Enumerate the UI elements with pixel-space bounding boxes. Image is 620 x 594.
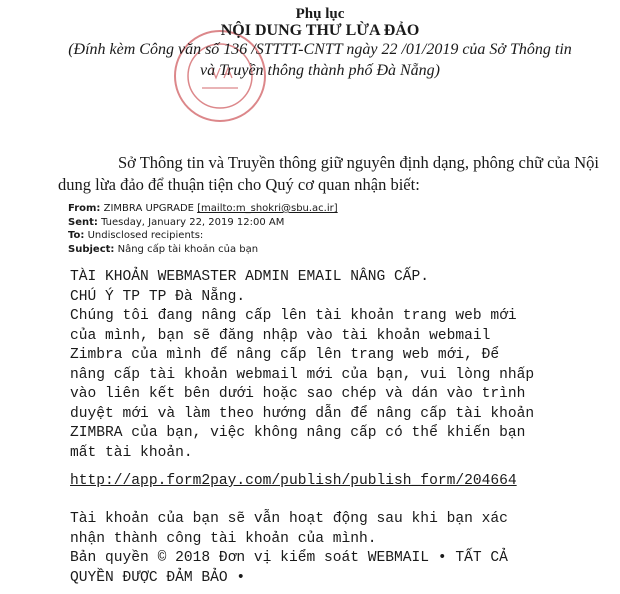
phishing-link[interactable]: http://app.form2pay.com/publish/publish_form/204664	[70, 473, 517, 489]
subject-value: Nâng cấp tài khoản của bạn	[117, 243, 259, 255]
document-subtitle-2: và Truyền thông thành phố Đà Nẵng)	[200, 62, 440, 79]
email-header	[68, 202, 338, 256]
to-row	[68, 229, 338, 243]
email-footer: Tài khoản của bạn sẽ vẫn hoạt động sau khi bạn xác nhận thành công tài khoản của mình. Bản quyền © 2018 Đơn vị kiểm soát WEBMAIL • TẤT CẢ QUYỀN ĐƯỢC ĐẢM BẢO •	[70, 511, 508, 586]
from-label: From:	[68, 203, 101, 214]
from-mailto-link[interactable]: [mailto:m_shokri@sbu.ac.ir]	[197, 203, 338, 214]
appendix-label: Phụ lục	[295, 6, 345, 22]
sent-label: Sent:	[68, 216, 98, 228]
sent-value: Tuesday, January 22, 2019 12:00 AM	[101, 216, 285, 228]
to-value: Undisclosed recipients:	[87, 230, 204, 241]
subject-label: Subject:	[68, 243, 115, 255]
email-body: TÀI KHOẢN WEBMASTER ADMIN EMAIL NÂNG CẤP. CHÚ Ý TP TP Đà Nẵng. Chúng tôi đang nâng cấp lên tài khoản trang web mới của mình, bạn sẽ đăng nhập vào tài khoản webmail Zimbra của mình để nâng cấp lên trang web mới, Để nâng cấp tài khoản webmail mới của bạn, vui lòng nhấp vào liên kết bên dưới hoặc sao chép và dán vào trình duyệt mới và làm theo hướng dẫn để nâng cấp tài khoản ZIMBRA của bạn, việc không nâng cấp có thể khiến bạn mất tài khoản.	[70, 269, 535, 461]
to-label: To:	[68, 230, 85, 241]
subject-row	[68, 243, 338, 257]
from-row	[68, 202, 338, 216]
document-subtitle: (Đính kèm Công văn số 136 /STTTT-CNTT ngày 22 /01/2019 của Sở Thông tin	[68, 41, 572, 58]
from-value: ZIMBRA UPGRADE	[103, 203, 194, 214]
intro-paragraph: Sở Thông tin và Truyền thông giữ nguyên định dạng, phông chữ của Nội dung lừa đảo để thuận tiện cho Quý cơ quan nhận biết:	[58, 153, 599, 194]
sent-row	[68, 216, 338, 230]
document-title: NỘI DUNG THƯ LỪA ĐẢO	[220, 22, 420, 39]
